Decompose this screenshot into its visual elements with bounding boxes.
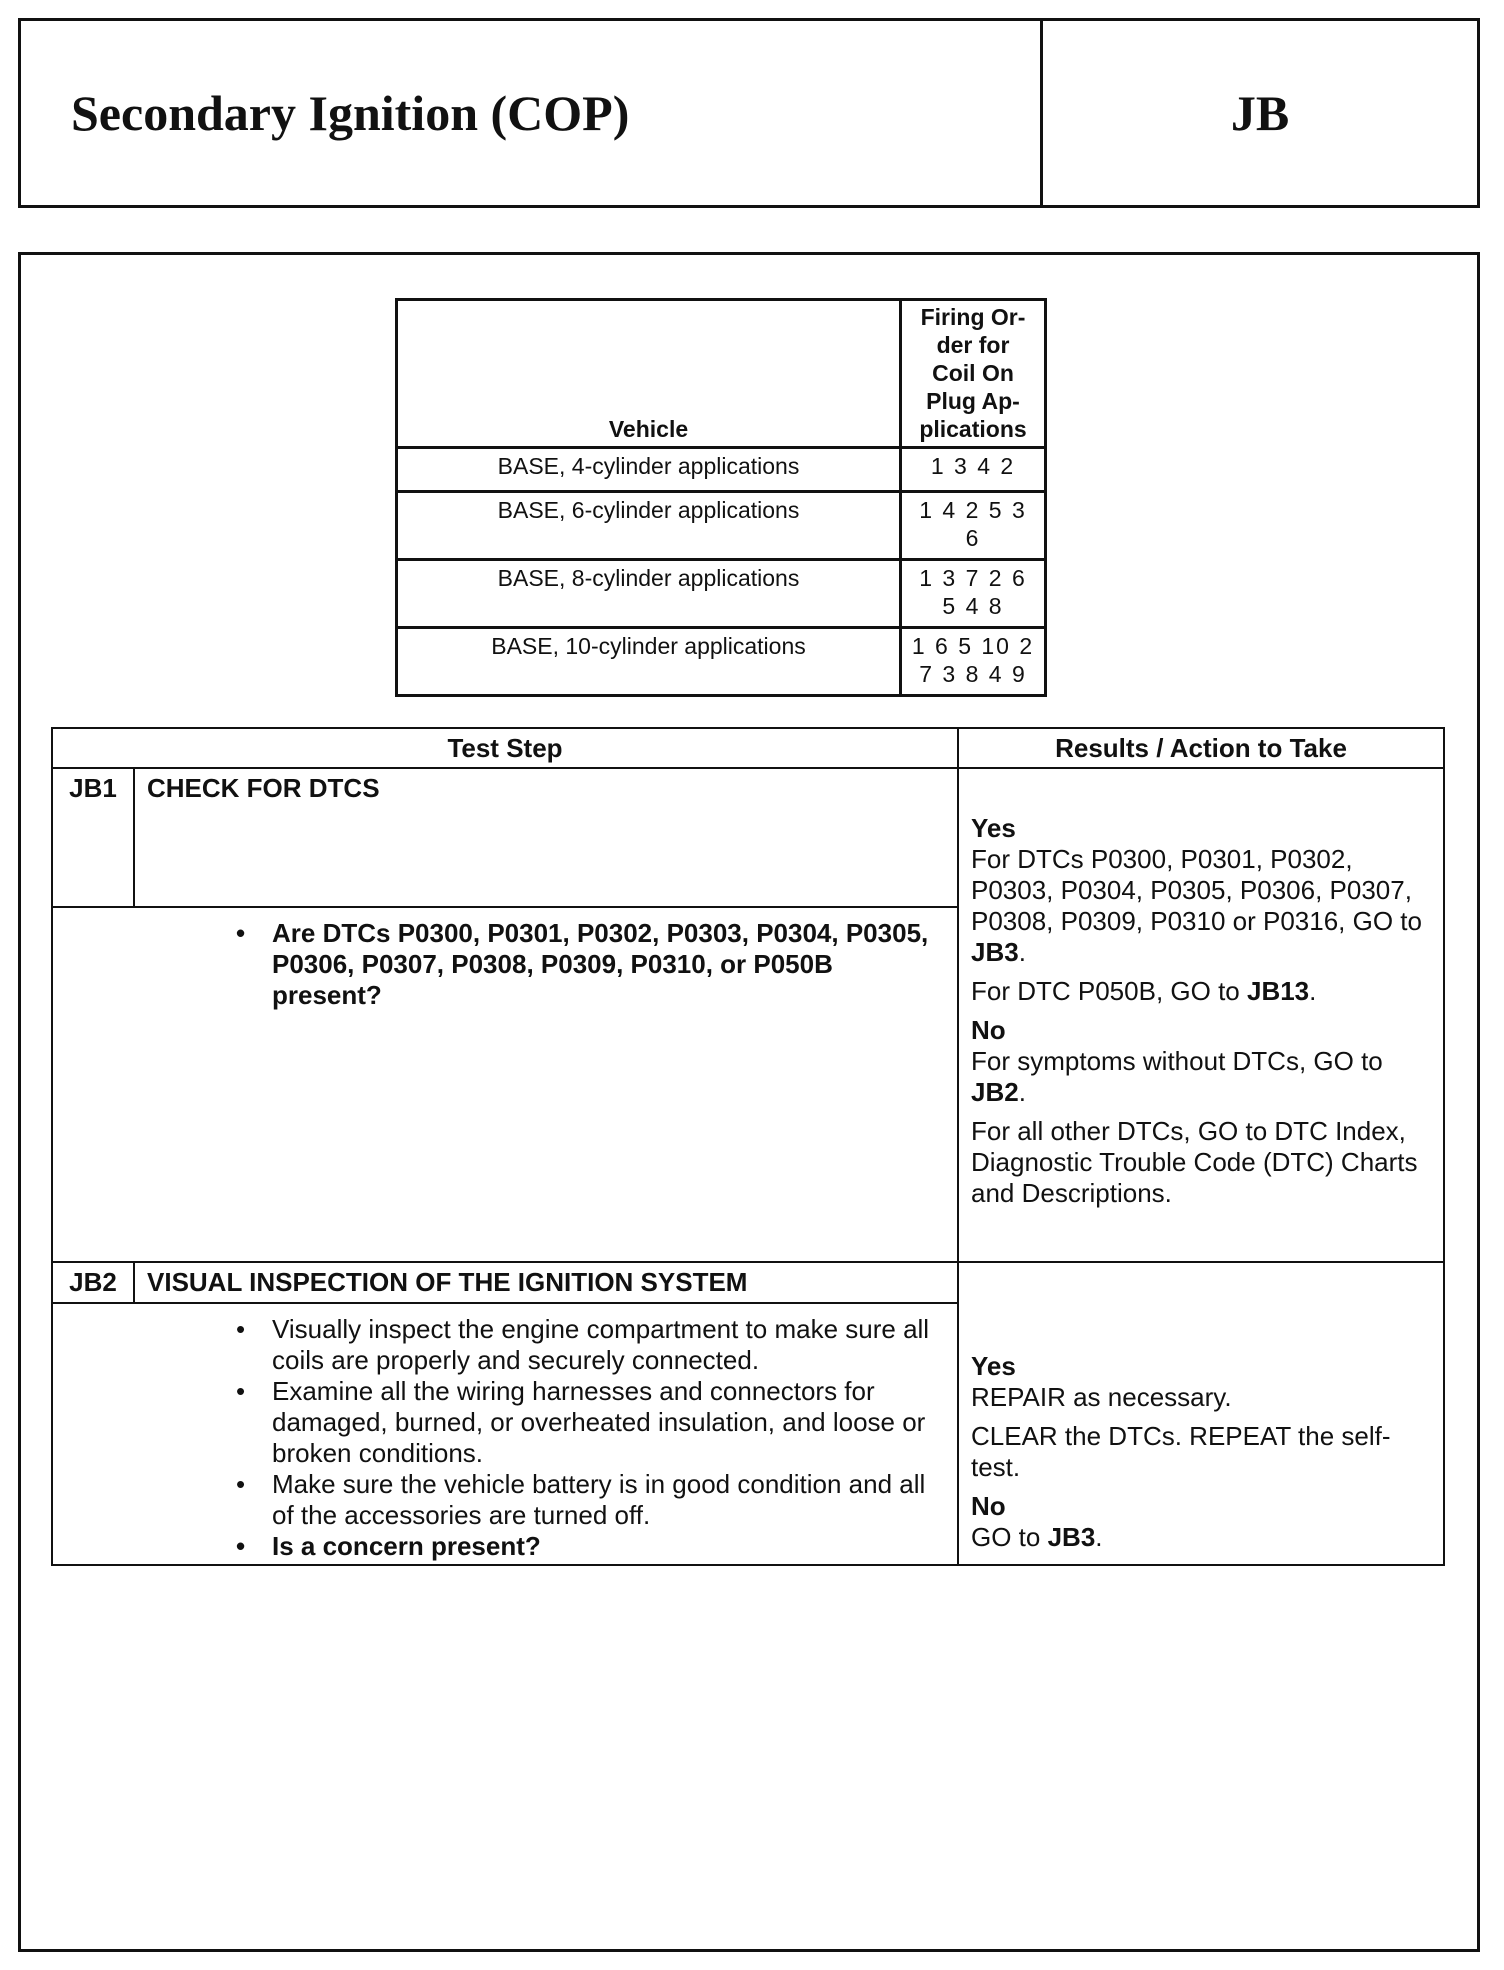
result-text: GO to JB3. xyxy=(971,1522,1103,1552)
content-frame xyxy=(18,252,1480,1952)
col-header-results: Results / Action to Take xyxy=(958,728,1444,768)
yes-label: Yes xyxy=(971,1351,1016,1381)
step-results xyxy=(958,1262,1444,1565)
page-header xyxy=(18,18,1480,208)
result-text: CLEAR the DTCs. REPEAT the self-test. xyxy=(971,1421,1391,1482)
step-title-row xyxy=(52,768,1444,907)
result-text: For symptoms without DTCs, GO to JB2. xyxy=(971,1046,1383,1107)
page-title: Secondary Ignition (COP) xyxy=(21,21,1043,205)
step-results xyxy=(958,768,1444,1262)
step-instruction: • Make sure the vehicle battery is in good condition and all of the accessories are turned off. xyxy=(230,1469,937,1531)
test-step-table xyxy=(51,727,1445,1566)
no-label: No xyxy=(971,1491,1006,1521)
table-row xyxy=(397,560,1046,628)
col-header-test-step: Test Step xyxy=(52,728,958,768)
firing-order-cell: 1 3 7 2 6 5 4 8 xyxy=(901,560,1046,628)
step-reference: JB3 xyxy=(1047,1522,1096,1552)
firing-order-cell: 1 4 2 5 3 6 xyxy=(901,492,1046,560)
step-question: • Is a concern present? xyxy=(230,1531,937,1562)
vehicle-cell: BASE, 6-cylinder applications xyxy=(397,492,901,560)
step-question: • Are DTCs P0300, P0301, P0302, P0303, P0304, P0305, P0306, P0307, P0308, P0309, P0310, or P050B present? xyxy=(230,918,937,1011)
section-code: JB xyxy=(1230,85,1290,141)
step-code: JB2 xyxy=(52,1262,134,1303)
result-text: For DTC P050B, GO to JB13. xyxy=(971,976,1317,1006)
result-text: REPAIR as necessary. xyxy=(971,1382,1232,1412)
col-header-firing-order: Firing Or- der for Coil On Plug Ap- plications xyxy=(901,300,1046,448)
firing-order-cell: 1 6 5 10 2 7 3 8 4 9 xyxy=(901,628,1046,696)
no-label: No xyxy=(971,1015,1006,1045)
step-reference: JB3 xyxy=(971,937,1019,967)
step-title: VISUAL INSPECTION OF THE IGNITION SYSTEM xyxy=(134,1262,958,1303)
step-reference: JB2 xyxy=(971,1077,1019,1107)
result-text: For all other DTCs, GO to DTC Index, Diagnostic Trouble Code (DTC) Charts and Descriptions. xyxy=(971,1116,1418,1208)
vehicle-cell: BASE, 10-cylinder applications xyxy=(397,628,901,696)
step-body xyxy=(134,1303,958,1565)
table-row xyxy=(397,448,1046,492)
step-instruction: • Visually inspect the engine compartment to make sure all coils are properly and securely connected. xyxy=(230,1314,937,1376)
firing-order-cell: 1 3 4 2 xyxy=(901,448,1046,492)
result-text: For DTCs P0300, P0301, P0302, P0303, P0304, P0305, P0306, P0307, P0308, P0309, P0310 or P0316, GO to JB3. xyxy=(971,844,1422,967)
table-row xyxy=(397,492,1046,560)
firing-order-table xyxy=(395,298,1047,697)
vehicle-cell: BASE, 8-cylinder applications xyxy=(397,560,901,628)
step-title: CHECK FOR DTCS xyxy=(134,768,958,907)
step-reference: JB13 xyxy=(1246,976,1310,1006)
step-body xyxy=(134,907,958,1262)
table-row xyxy=(397,628,1046,696)
step-code: JB1 xyxy=(52,768,134,907)
yes-label: Yes xyxy=(971,813,1016,843)
step-title-row xyxy=(52,1262,1444,1303)
vehicle-cell: BASE, 4-cylinder applications xyxy=(397,448,901,492)
step-instruction: • Examine all the wiring harnesses and connectors for damaged, burned, or overheated insulation, and loose or broken conditions. xyxy=(230,1376,937,1469)
col-header-vehicle: Vehicle xyxy=(397,300,901,448)
